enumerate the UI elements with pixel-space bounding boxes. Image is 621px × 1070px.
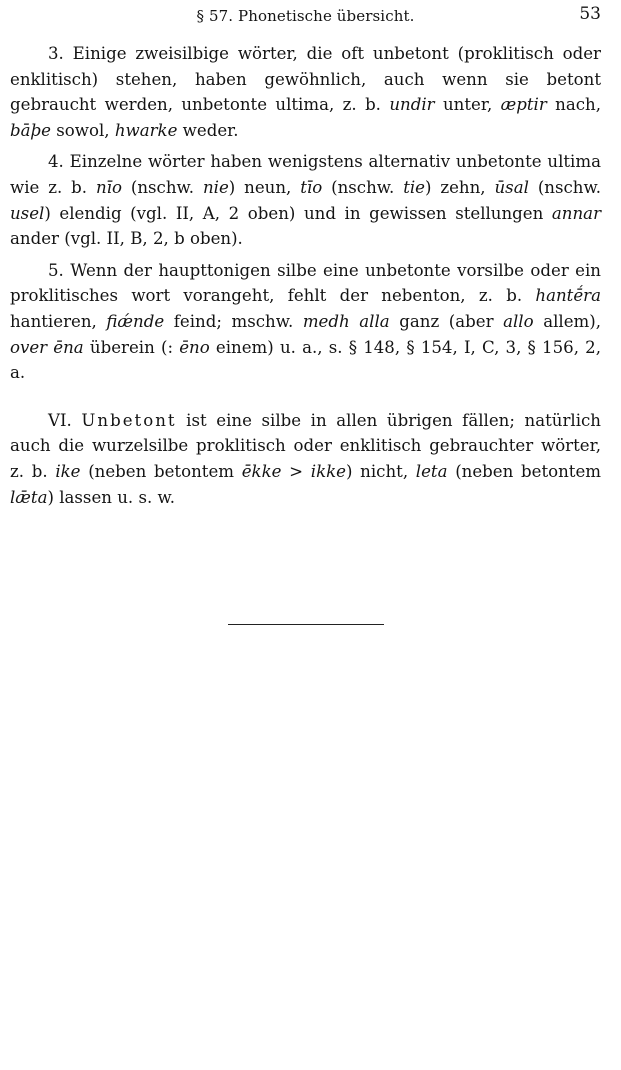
text-run: einem) u. a., s. § 148, § 154, I, C, 3, § 156, 2, a. — [10, 337, 602, 383]
text-run: weder. — [177, 120, 239, 140]
italic-term: undir — [389, 95, 435, 115]
text-run: ist eine silbe in allen übrigen fällen; natürlich auch die wurzelsilbe proklitisch oder enklitisch gebrauchter wörter, z. b. — [10, 410, 601, 481]
text-run: ganz (aber — [389, 311, 504, 331]
italic-term: lǣta — [10, 487, 48, 507]
header-title: § 57. Phonetische übersicht. — [196, 7, 415, 25]
text-run: sowol, — [50, 120, 115, 140]
text-run: 4. Einzelne wörter haben wenigstens alternativ unbetonte ultima wie z. b. — [10, 152, 601, 197]
text-run: (nschw. — [322, 177, 404, 197]
text-run: feind; mschw. — [164, 311, 303, 331]
text-run: (nschw. — [528, 177, 601, 197]
italic-term: ēno — [179, 337, 210, 357]
italic-term: allo — [503, 311, 534, 331]
italic-term: nie — [202, 177, 229, 197]
text-run: 5. Wenn der haupttonigen silbe eine unbetonte vorsilbe oder ein proklitisches wort vorangeht, fehlt der nebenton, z. b. — [10, 260, 601, 306]
italic-term: ēkke — [241, 461, 282, 481]
text-run: unter, — [434, 95, 501, 115]
text-run: ander (vgl. II, B, 2, b oben). — [10, 229, 243, 249]
paragraph-p4 — [10, 149, 601, 251]
text-run: (nschw. — [121, 177, 203, 197]
italic-term: over ēna — [10, 337, 84, 357]
italic-term: hantḗra — [535, 286, 601, 306]
running-header — [10, 4, 601, 30]
text-run: ) lassen u. s. w. — [47, 487, 176, 507]
italic-term: nīo — [95, 177, 122, 197]
text-run: VI. — [48, 410, 82, 430]
text-run: (neben betontem — [80, 461, 242, 481]
italic-term: æptir — [500, 95, 547, 115]
italic-term: annar — [551, 203, 601, 223]
italic-term: fiǽnde — [106, 311, 165, 331]
italic-term: tie — [403, 177, 425, 197]
text-run: ) nicht, — [346, 461, 416, 481]
italic-term: ike — [55, 461, 81, 481]
body-text — [10, 41, 601, 510]
italic-term: medh alla — [302, 311, 390, 331]
paragraph-p3 — [10, 41, 601, 143]
spaced-heading-word: Unbetont — [81, 410, 177, 430]
paragraph-p6 — [10, 408, 601, 510]
text-run: 3. Einige zweisilbige wörter, die oft unbetont (proklitisch oder enklitisch) stehen, haben gewöhnlich, auch wenn sie betont gebraucht werden, unbetonte ultima, z. b. — [10, 44, 601, 115]
page-number: 53 — [579, 4, 601, 24]
text-run: ) zehn, — [424, 177, 495, 197]
section-end-rule — [228, 624, 384, 625]
italic-term: ikke — [310, 461, 347, 481]
italic-term: usel — [10, 203, 45, 223]
text-run: überein (: — [83, 337, 180, 357]
italic-term: hwarke — [114, 120, 178, 140]
text-run: nach, — [546, 95, 602, 115]
text-run: > — [281, 461, 311, 481]
text-run: allem), — [533, 311, 602, 331]
italic-term: tīo — [300, 177, 323, 197]
text-run: ) neun, — [228, 177, 301, 197]
text-run: ) elendig (vgl. II, A, 2 oben) und in gewissen stellungen — [44, 203, 552, 223]
paragraph-p5 — [10, 258, 601, 386]
italic-term: ūsal — [494, 177, 529, 197]
italic-term: leta — [415, 461, 448, 481]
text-run: hantieren, — [10, 311, 107, 331]
text-run: (neben betontem — [447, 461, 602, 481]
italic-term: bāþe — [10, 120, 51, 140]
